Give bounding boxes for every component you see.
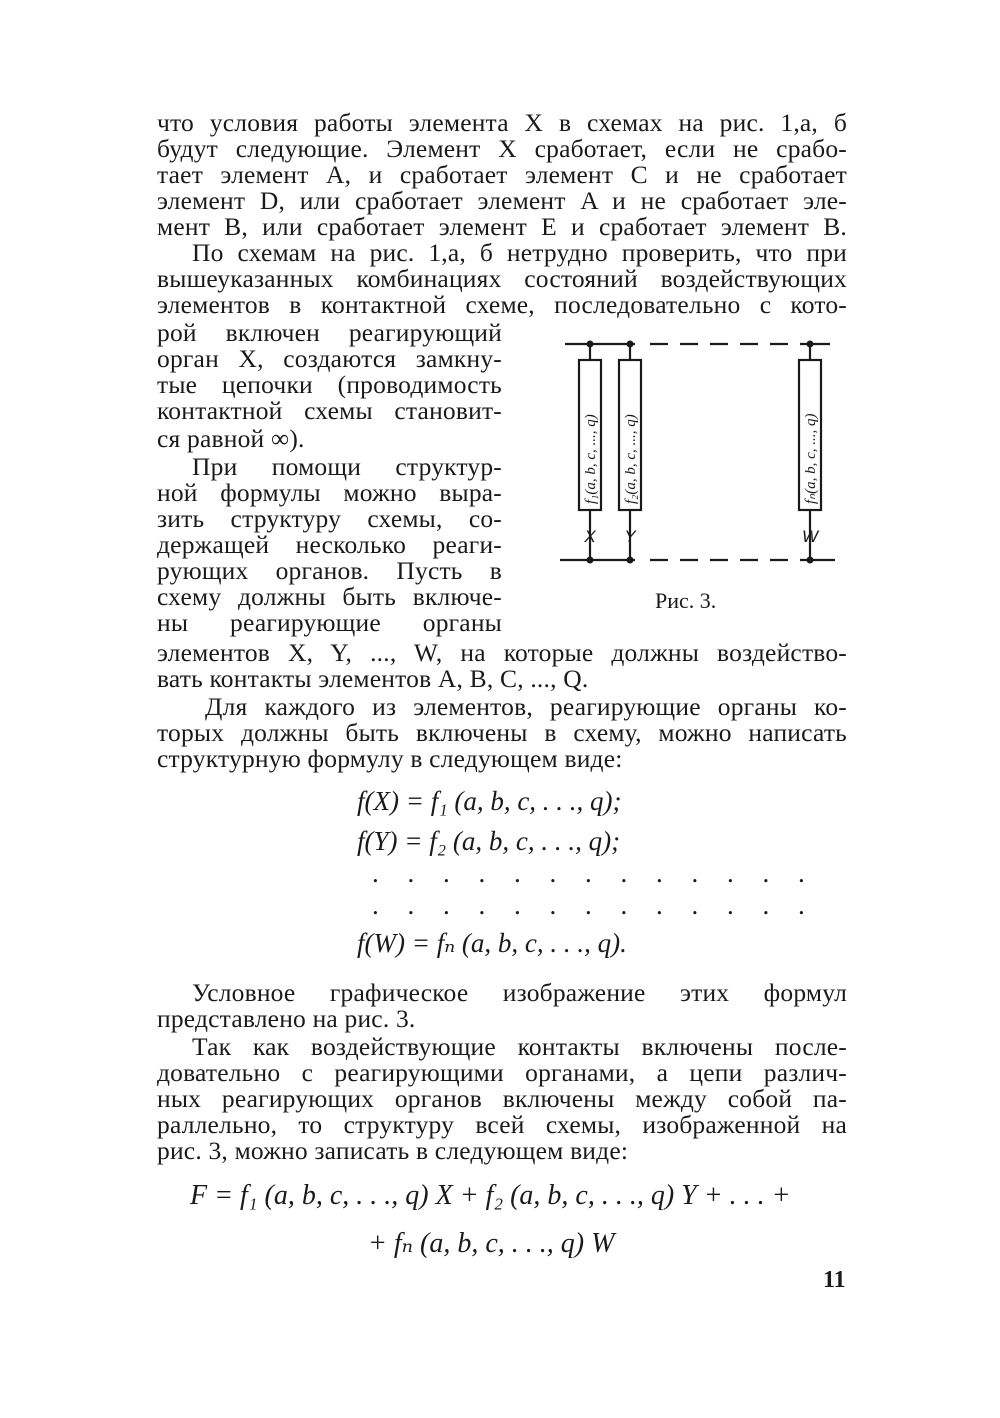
text-line: По схемам на рис. 1,а, б нетрудно проверить, что при [192, 238, 847, 267]
page-number: 11 [823, 1267, 846, 1293]
formula-fw: f(W) = fₙ (a, b, c, . . ., q). [357, 928, 627, 958]
formula-fy: f(Y) = f₂ (a, b, c, . . ., q); [357, 826, 621, 856]
text-line: держащей несколько реаги- [157, 530, 502, 559]
figure-caption: Рис. 3. [655, 588, 717, 613]
text-line: При помощи структур- [192, 452, 502, 481]
output-label-x: X [584, 527, 596, 546]
text-line: элементов в контактной схеме, последовательно с кото- [157, 290, 847, 319]
text-line: тает элемент A, и сработает элемент C и не сработает [157, 160, 847, 189]
formula-dots: . . . . . . . . . . . . . [372, 858, 816, 888]
text-line: орган X, создаются замкну- [157, 344, 502, 373]
text-line: вышеуказанных комбинациях состояний воздействующих [157, 264, 847, 293]
text-line: схему должны быть включе- [157, 582, 502, 611]
figure-3-diagram [560, 332, 850, 622]
text-line: ных реагирующих органов включены между собой па- [157, 1084, 847, 1113]
text-line: Для каждого из элементов, реагирующие органы ко- [205, 692, 847, 721]
text-line: рой включен реагирующий [157, 318, 502, 347]
text-line: тые цепочки (проводимость [157, 370, 502, 399]
text-line: что условия работы элемента X в схемах на рис. 1,а, б [157, 108, 847, 137]
text-line: вать контакты элементов A, B, C, ..., Q. [157, 664, 589, 693]
text-line: ной формулы можно выра- [157, 478, 502, 507]
output-label-y: Y [624, 527, 636, 546]
text-line: ся равной ∞). [157, 424, 305, 453]
text-line: Так как воздействующие контакты включены после- [192, 1032, 847, 1061]
structure-formula-line2: + fₙ (a, b, c, . . ., q) W [368, 1228, 615, 1259]
formula-dots: . . . . . . . . . . . . . [372, 890, 816, 920]
structure-formula-line1: F = f₁ (a, b, c, . . ., q) X + f₂ (a, b, c, . . ., q) Y + . . . + [190, 1180, 791, 1211]
text-line: рующих органов. Пусть в [157, 556, 502, 585]
text-line: мент B, или сработает элемент E и сработает элемент B. [157, 212, 847, 241]
text-line: элемент D, или сработает элемент A и не сработает эле- [157, 186, 847, 215]
text-line: зить структуру схемы, со- [157, 504, 502, 533]
box-label-f2: f₂(a, b, c, ..., q) [623, 414, 639, 504]
text-line: раллельно, то структуру всей схемы, изображенной на [157, 1110, 847, 1139]
box-label-f1: f₁(a, b, c, ..., q) [583, 414, 599, 504]
text-line: торых должны быть включены в схему, можно написать [157, 718, 847, 747]
text-line: рис. 3, можно записать в следующем виде: [157, 1136, 629, 1165]
text-line: довательно с реагирующими органами, а цепи различ- [157, 1058, 847, 1087]
box-label-fn: fₙ(a, b, c, ..., q) [803, 413, 819, 504]
text-line: контактной схемы становит- [157, 396, 502, 425]
text-line: будут следующие. Элемент X сработает, если не срабо- [157, 134, 847, 163]
text-line: Условное графическое изображение этих формул [192, 978, 847, 1007]
formula-fx: f(X) = f₁ (a, b, c, . . ., q); [357, 786, 622, 816]
text-line: представлено на рис. 3. [157, 1004, 416, 1033]
text-line: элементов X, Y, ..., W, на которые должны воздейство- [157, 638, 847, 667]
text-line: структурную формулу в следующем виде: [157, 744, 623, 773]
text-line: ны реагирующие органы [157, 608, 502, 637]
output-label-w: W [801, 527, 819, 546]
